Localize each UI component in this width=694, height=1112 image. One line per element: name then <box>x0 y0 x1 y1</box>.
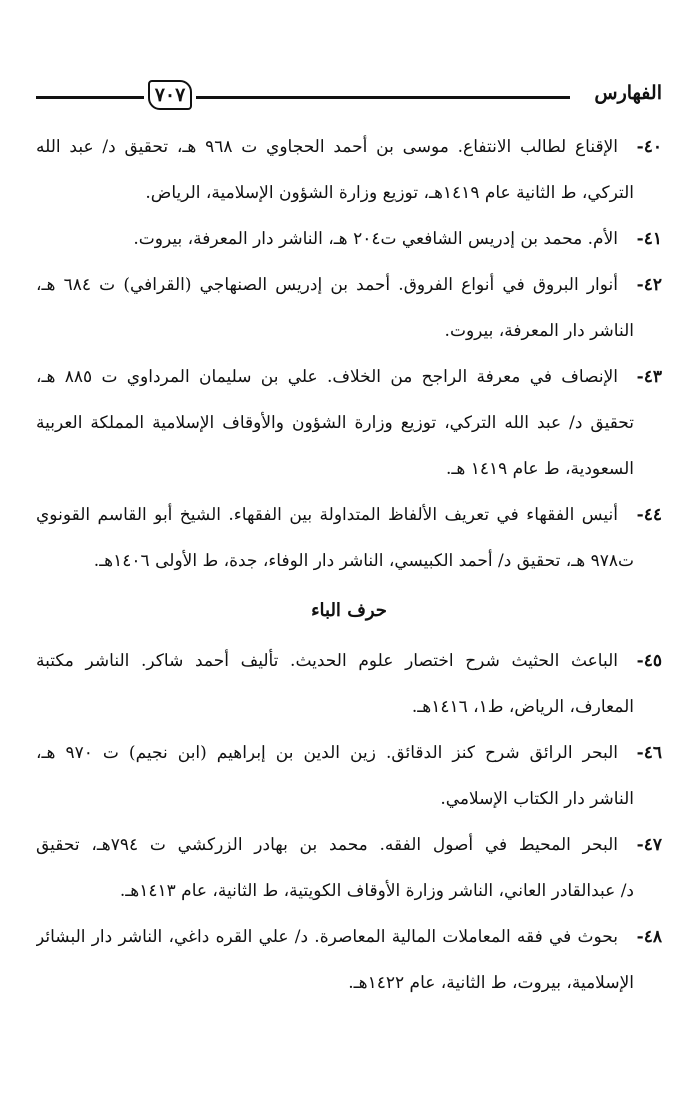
header-title: الفهارس <box>594 82 662 104</box>
entry-line <box>36 730 662 776</box>
entry-text: أنيس الفقهاء في تعريف الألفاظ المتداولة بين الفقهاء. الشيخ أبو القاسم القونوي <box>36 505 618 525</box>
entry-line <box>36 684 662 730</box>
entry-text: البحر الرائق شرح كنز الدقائق. زين الدين بن إبراهيم (ابن نجيم) ت ٩٧٠ هـ، <box>36 743 618 763</box>
entry-line <box>36 446 662 492</box>
entry-text: السعودية، ط عام ١٤١٩ هـ. <box>445 459 634 479</box>
entry-number: ٤٨- <box>636 927 662 947</box>
reference-entry <box>36 492 662 584</box>
entry-line <box>36 216 662 262</box>
entry-text: الناشر دار المعرفة، بيروت. <box>444 321 634 341</box>
reference-entry <box>36 354 662 492</box>
section-title: حرف الباء <box>311 600 387 621</box>
entry-text: تحقيق د/ عبد الله التركي، توزيع وزارة الشؤون والأوقاف الإسلامية المملكة العربية <box>36 413 634 433</box>
entry-number: ٤٢- <box>636 275 662 295</box>
entry-text: الإنصاف في معرفة الراجح من الخلاف. علي بن سليمان المرداوي ت ٨٨٥ هـ، <box>36 367 618 387</box>
entry-text: بحوث في فقه المعاملات المالية المعاصرة. د/ علي القره داغي، الناشر دار البشائر <box>36 927 618 947</box>
reference-entry <box>36 124 662 216</box>
page-number: ٧٠٧ <box>154 84 186 106</box>
header-rule-right <box>196 96 570 99</box>
reference-entry <box>36 730 662 822</box>
entry-line <box>36 776 662 822</box>
entry-line <box>36 538 662 584</box>
entry-text: التركي، ط الثانية عام ١٤١٩هـ، توزيع وزارة الشؤون الإسلامية، الرياض. <box>145 183 634 203</box>
entries-group-b <box>36 638 662 1006</box>
entry-line <box>36 914 662 960</box>
entry-number: ٤٦- <box>636 743 662 763</box>
entry-line <box>36 822 662 868</box>
entry-number: ٤٣- <box>636 367 662 387</box>
reference-entry <box>36 262 662 354</box>
reference-entry <box>36 914 662 1006</box>
page-header <box>36 80 662 116</box>
entry-line <box>36 170 662 216</box>
index-content <box>36 124 662 1006</box>
entry-line <box>36 492 662 538</box>
entry-line <box>36 354 662 400</box>
entry-text: المعارف، الرياض، ط١، ١٤١٦هـ. <box>411 697 634 717</box>
entry-number: ٤٧- <box>636 835 662 855</box>
entry-text: الأم. محمد بن إدريس الشافعي ت٢٠٤ هـ، الناشر دار المعرفة، بيروت. <box>133 229 618 249</box>
reference-entry <box>36 216 662 262</box>
entry-text: الإقناع لطالب الانتفاع. موسى بن أحمد الحجاوي ت ٩٦٨ هـ، تحقيق د/ عبد الله <box>36 137 618 157</box>
entry-text: ت٩٧٨ هـ، تحقيق د/ أحمد الكبيسي، الناشر دار الوفاء، جدة، ط الأولى ١٤٠٦هـ. <box>93 551 634 571</box>
entry-text: البحر المحيط في أصول الفقه. محمد بن بهادر الزركشي ت ٧٩٤هـ، تحقيق <box>36 835 618 855</box>
entry-line <box>36 638 662 684</box>
entry-number: ٤٥- <box>636 651 662 671</box>
entry-line <box>36 124 662 170</box>
entry-number: ٤٠- <box>636 137 662 157</box>
reference-entry <box>36 638 662 730</box>
reference-entry <box>36 822 662 914</box>
header-rule-left <box>36 96 144 99</box>
entries-group-a <box>36 124 662 584</box>
entry-text: الباعث الحثيث شرح اختصار علوم الحديث. تأليف أحمد شاكر. الناشر مكتبة <box>36 651 618 671</box>
entry-line <box>36 960 662 1006</box>
entry-text: الإسلامية، بيروت، ط الثانية، عام ١٤٢٢هـ. <box>348 973 634 993</box>
entry-line <box>36 262 662 308</box>
entry-number: ٤٤- <box>636 505 662 525</box>
entry-line <box>36 308 662 354</box>
entry-text: د/ عبدالقادر العاني، الناشر وزارة الأوقاف الكويتية، ط الثانية، عام ١٤١٣هـ. <box>119 881 634 901</box>
page-number-box <box>148 80 192 110</box>
entry-text: أنوار البروق في أنواع الفروق. أحمد بن إدريس الصنهاجي (القرافي) ت ٦٨٤ هـ، <box>36 275 618 295</box>
entry-text: الناشر دار الكتاب الإسلامي. <box>440 789 634 809</box>
entry-number: ٤١- <box>636 229 662 249</box>
entry-line <box>36 868 662 914</box>
entry-line <box>36 400 662 446</box>
